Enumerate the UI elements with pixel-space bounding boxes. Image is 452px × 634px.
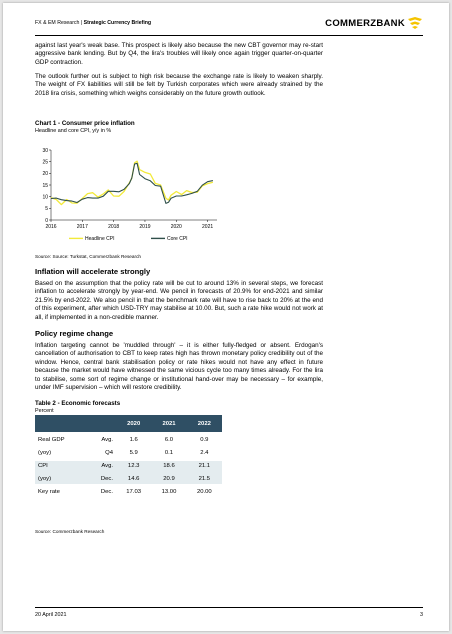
- table-cell: 14.6: [116, 474, 151, 484]
- row-label: (yoy): [38, 450, 52, 456]
- row-label: Real GDP: [38, 437, 65, 443]
- row-sublabel: Avg.: [83, 461, 116, 471]
- header-separator: |: [79, 20, 84, 26]
- x-tick-label: 2018: [108, 224, 120, 230]
- page-footer: [35, 607, 423, 618]
- row-label: (yoy): [35, 474, 83, 484]
- table-cell: 20.00: [196, 489, 212, 495]
- y-tick-label: 15: [42, 182, 48, 189]
- table-cell: 1.6: [129, 437, 138, 443]
- table-cell: 5.9: [129, 450, 138, 456]
- x-tick-label: 2020: [170, 224, 182, 230]
- y-tick-label: 10: [42, 194, 48, 201]
- footer-date: 20 April 2021: [35, 612, 67, 618]
- x-tick-label: 2021: [202, 224, 214, 230]
- table-cell: 17.03: [126, 489, 142, 495]
- brand-logo-text: COMMERZBANK: [325, 18, 405, 29]
- table-row: [35, 461, 222, 471]
- table-subtitle: Percent: [35, 408, 54, 414]
- table-cell: 12.3: [116, 461, 151, 471]
- table-row: [35, 448, 222, 458]
- document-page: [3, 3, 449, 631]
- chart-subtitle: Headline and core CPI, y/y in %: [35, 128, 112, 134]
- y-tick-label: 5: [45, 206, 48, 213]
- table-cell: 21.5: [187, 474, 222, 484]
- table-cell: 20.9: [151, 474, 186, 484]
- table-row: [35, 435, 222, 445]
- y-tick-label: 30: [42, 147, 48, 154]
- row-label: Key rate: [38, 489, 60, 495]
- row-sublabel: Avg.: [101, 437, 113, 443]
- cpi-line-chart: [35, 146, 225, 253]
- row-sublabel: Dec.: [100, 489, 113, 495]
- table-header-2021: 2021: [151, 415, 186, 432]
- legend-label: Headline CPI: [85, 236, 115, 242]
- table-header-blank: [83, 415, 116, 432]
- table-row: [35, 487, 222, 497]
- table-row: [35, 474, 222, 484]
- page-header: [35, 17, 423, 36]
- header-section: [35, 20, 151, 26]
- header-title: Strategic Currency Briefing: [83, 20, 152, 26]
- paragraph-policy-regime: Inflation targeting cannot be 'muddled through' – it is either fully-fledged or absent. Erdogan's cancellation of authorisation to CBT to keep rates high has thrown monetary policy credibility out of the window. Hence, central bank stabilisation policy or rate hikes would not have any effect in future because the market would have witnessed the same vicious cycle too many times already. For the lira to stabilise, some sort of regime change or institutional hand-over may be necessary – for example, under IMF supervision – which will restore credibility.: [35, 342, 323, 392]
- paragraph-inflation: Based on the assumption that the policy rate will be cut to around 13% in several steps, we forecast inflation to accelerate strongly by year-end. We pencil in forecasts of 20.9% for end-2021 and similar 21.5% by end-2022. We also pencil in that the benchmark rate will have to rise back to 20% at the end of this experiment, after which USD-TRY may stabilise at 10.00. But, such a rate hike would not work at all, if implemented in a non-credible manner.: [35, 280, 323, 321]
- series-line-headline-cpi: [51, 161, 213, 204]
- table-cell: 2.4: [200, 450, 209, 456]
- chart-source: Source: Source: Turkstat, Commerzbank Research: [35, 254, 142, 259]
- table-cell: 6.0: [164, 437, 174, 443]
- table-cell: 18.6: [151, 461, 186, 471]
- chart-title: Chart 1 - Consumer price inflation: [35, 120, 135, 127]
- table-cell: 0.9: [200, 437, 209, 443]
- row-sublabel: Dec.: [83, 474, 116, 484]
- forecast-table: [35, 415, 222, 497]
- x-tick-label: 2016: [45, 224, 57, 230]
- y-tick-label: 25: [42, 159, 48, 166]
- paragraph-growth: against last year's weak base. This prospect is likely also because the new CBT governor may re-start aggressive bank lending. But by Q4, the lira's troubles will likely once again trigger quarter-on-quarter GDP contraction.: [35, 42, 323, 66]
- table-header-2020: 2020: [116, 415, 151, 432]
- series-line-core-cpi: [51, 163, 213, 203]
- row-label: CPI: [35, 461, 83, 471]
- x-tick-label: 2017: [76, 224, 88, 230]
- heading-inflation: Inflation will accelerate strongly: [35, 267, 151, 276]
- legend-label: Core CPI: [167, 236, 188, 242]
- paragraph-outlook: The outlook further out is subject to high risk because the exchange rate is likely to weaken sharply. The weight of FX liabilities will still be felt by Turkish corporates which were already strained by the 2018 lira crisis, something which weighs considerably on the future growth outlook.: [35, 73, 323, 97]
- table-cell: 21.1: [187, 461, 222, 471]
- commerzbank-ribbon-icon: [407, 16, 423, 30]
- page-number: 3: [420, 612, 423, 618]
- table-header-row: [35, 415, 222, 432]
- heading-policy-regime: Policy regime change: [35, 329, 114, 338]
- row-sublabel: Q4: [105, 450, 113, 456]
- table-title: Table 2 - Economic forecasts: [35, 400, 121, 407]
- table-source: Source: Commerzbank Research: [35, 529, 105, 534]
- header-section-label: FX & EM Research: [35, 20, 80, 26]
- table-header-blank: [35, 415, 83, 432]
- table-header-2022: 2022: [187, 415, 222, 432]
- table-cell: 13.00: [161, 489, 177, 495]
- table-cell: 0.1: [164, 450, 174, 456]
- x-tick-label: 2019: [139, 224, 151, 230]
- y-tick-label: 20: [42, 171, 48, 178]
- y-tick-label: 0: [45, 217, 48, 224]
